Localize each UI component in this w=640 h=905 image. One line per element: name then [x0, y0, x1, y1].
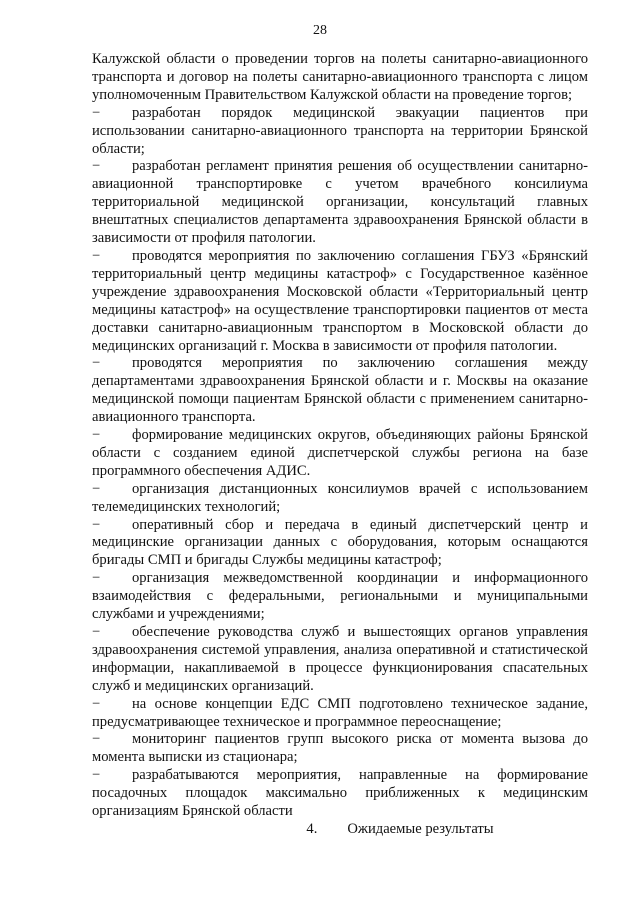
- list-item: [92, 248, 588, 355]
- list-item: [92, 481, 588, 517]
- list-item-text: на основе концепции ЕДС СМП подготовлено техническое задание, предусматривающее техническое и программное переоснащение;: [92, 695, 588, 730]
- list-item: [92, 517, 588, 571]
- section-title: Ожидаемые результаты: [347, 820, 494, 837]
- document-body: [92, 51, 588, 839]
- dash-marker: −: [92, 480, 101, 497]
- list-item-text: разработан регламент принятия решения об осуществлении санитарно-авиационной транспортировке с учетом врачебного консилиума территориальной медицинской организации, консультаций главных внештатных специалистов департамента здравоохранения Брянской области в зависимости от профиля патологии.: [92, 158, 588, 247]
- dash-marker: −: [92, 731, 101, 748]
- section-number: 4.: [306, 820, 318, 837]
- dash-marker: −: [92, 570, 101, 587]
- dash-marker: −: [92, 104, 101, 121]
- list-item-text: обеспечение руководства служб и вышестоящих органов управления здравоохранения системой управления, анализа оперативной и статистической информации, накапливаемой в процессе функционирования спасательных служб и медицинских организаций.: [92, 624, 588, 694]
- list-item: [92, 696, 588, 732]
- dash-marker: −: [92, 516, 101, 533]
- section-heading: [92, 821, 588, 839]
- dash-marker: −: [92, 624, 101, 640]
- dash-marker: −: [92, 767, 101, 784]
- list-item: [92, 158, 588, 248]
- list-item: [92, 355, 588, 427]
- page-number: 28: [313, 23, 327, 38]
- dash-marker: −: [92, 695, 101, 712]
- list-item-text: разработан порядок медицинской эвакуации пациентов при использовании санитарно-авиационного транспорта на территории Брянской области;: [92, 104, 588, 157]
- list-item-text: формирование медицинских округов, объединяющих районы Брянской области с созданием единой диспетчерской службы региона на базе программного обеспечения АДИС.: [92, 427, 588, 479]
- list-item-text: оперативный сбор и передача в единый диспетчерский центр и медицинские организации данных с оборудования, которым оснащаются бригады СМП и бригады Службы медицины катастроф;: [92, 516, 588, 569]
- list-item-text: мониторинг пациентов групп высокого риска от момента вызова до момента выписки из стационара;: [92, 731, 588, 766]
- list-item: [92, 624, 588, 696]
- list-item: [92, 105, 588, 159]
- list-item: [92, 731, 588, 767]
- list-item-text: разрабатываются мероприятия, направленные на формирование посадочных площадок максимально приближенных к медицинским организациям Брянской области: [92, 767, 588, 820]
- list-item-text: проводятся мероприятия по заключению соглашения ГБУЗ «Брянский территориальный центр медицины катастроф» с Государственное казённое учреждение здравоохранения Московской области «Территориальный центр медицины катастроф» на осуществление транспортировки пациентов от места доставки санитарно-авиационным транспортом в Московской области до медицинских организаций г. Москва в зависимости от профиля патологии.: [92, 247, 588, 354]
- list-item: [92, 427, 588, 481]
- dash-marker: −: [92, 158, 101, 175]
- list-item: [92, 767, 588, 821]
- dash-marker: −: [92, 247, 101, 264]
- list-item-text: организация дистанционных консилиумов врачей с использованием телемедицинских технологий;: [92, 480, 588, 515]
- list-item-text: организация межведомственной координации и информационного взаимодействия с федеральными, региональными и муниципальными службами и учреждениями;: [92, 570, 588, 623]
- intro-paragraph: Калужской области о проведении торгов на полеты санитарно-авиационного транспорта и договор на полеты санитарно-авиационного транспорта с лицом уполномоченным Правительством Калужской области на проведение торгов;: [92, 51, 588, 103]
- dash-marker: −: [92, 355, 101, 372]
- list-item-text: проводятся мероприятия по заключению соглашения между департаментами здравоохранения Брянской области и г. Москвы на оказание медицинской помощи пациентам Брянской области с применением санитарно-авиационного транспорта.: [92, 355, 588, 426]
- list-item: [92, 570, 588, 624]
- dash-marker: −: [92, 427, 101, 444]
